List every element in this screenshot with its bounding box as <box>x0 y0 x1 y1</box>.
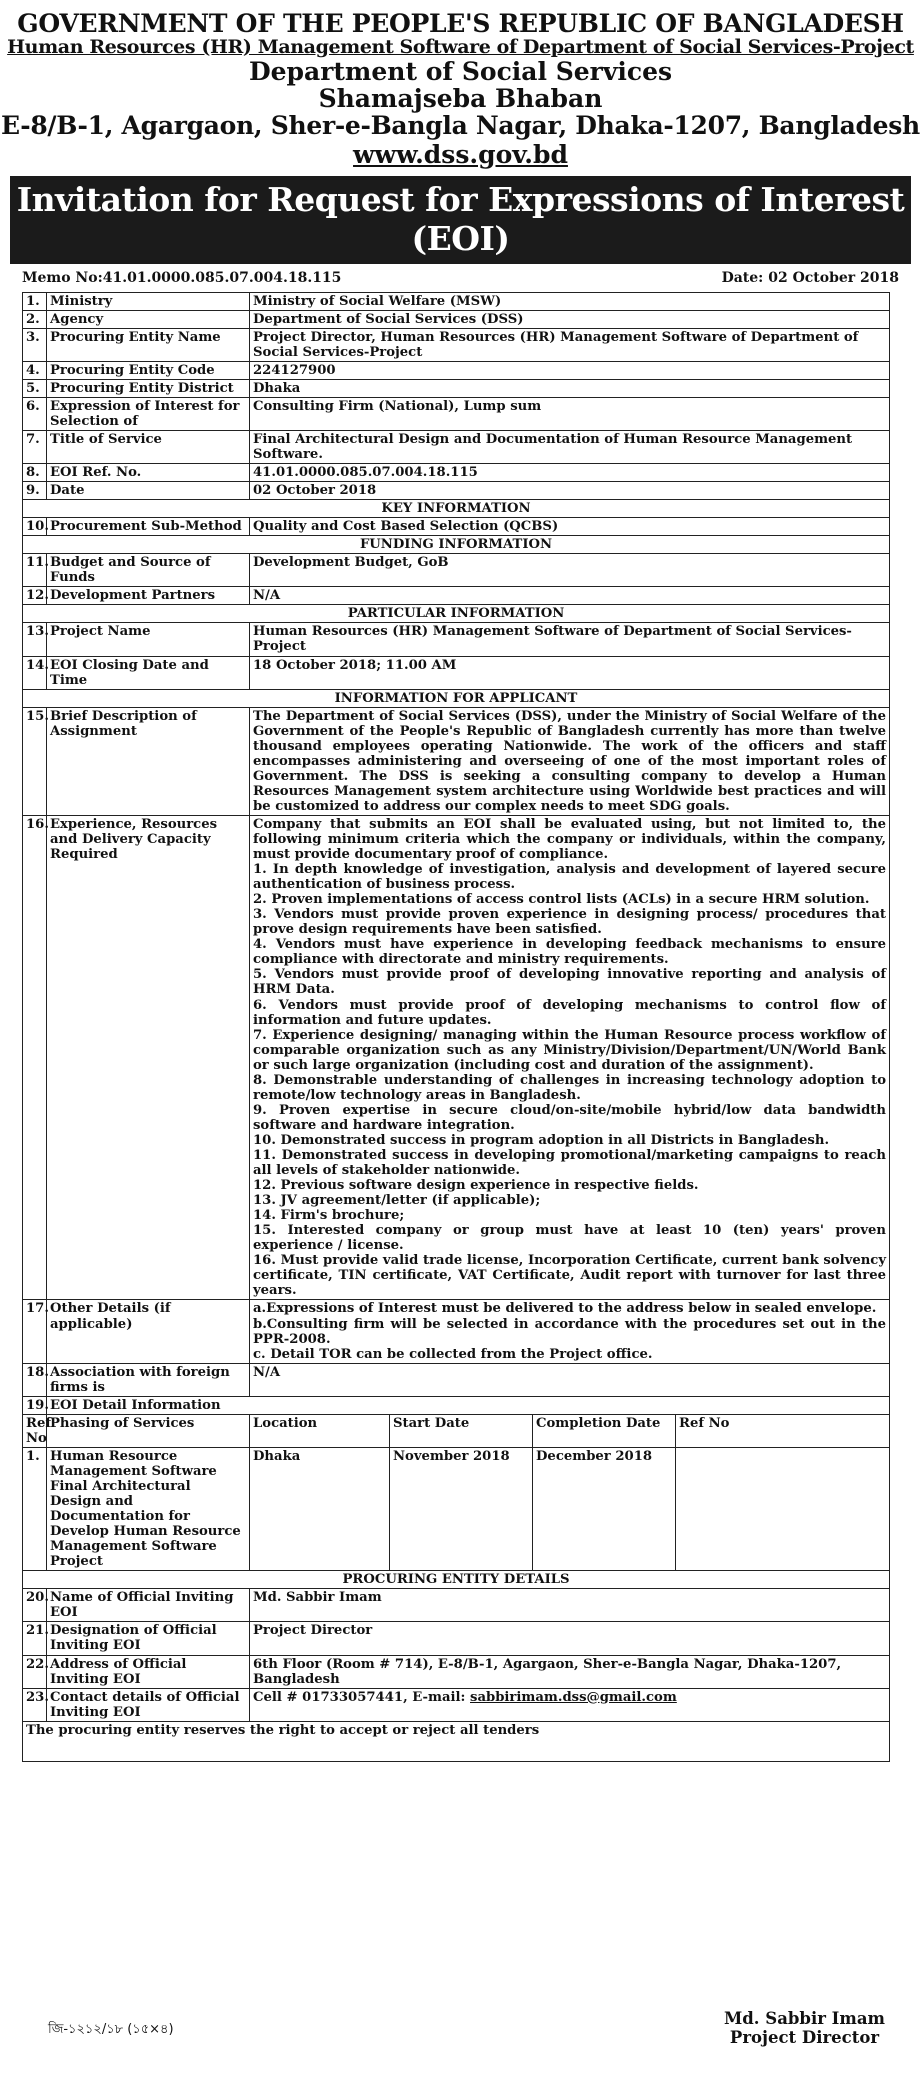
row-value: Development Budget, GoB <box>250 554 890 587</box>
footer-note: The procuring entity reserves the right to accept or reject all tenders <box>23 1721 890 1761</box>
row-number: 14. <box>23 656 47 689</box>
other-details-cell <box>250 1300 890 1363</box>
letterhead <box>0 10 921 168</box>
row-number: 22. <box>23 1655 47 1688</box>
row-value: 224127900 <box>250 361 890 379</box>
row-label: EOI Ref. No. <box>47 463 250 481</box>
memo-line <box>22 270 899 286</box>
row-value: Md. Sabbir Imam <box>250 1589 890 1622</box>
row-value: 18 October 2018; 11.00 AM <box>250 656 890 689</box>
criteria-intro: Company that submits an EOI shall be evaluated using, but not limited to, the following minimum criteria which the company or individuals, within the company, must provide documentary proof of compliance. <box>253 816 886 863</box>
contact-email-link[interactable]: sabbirimam.dss@gmail.com <box>470 1689 677 1705</box>
row-value: Ministry of Social Welfare (MSW) <box>250 292 890 310</box>
section-heading <box>23 1571 890 1589</box>
address: E-8/B-1, Agargaon, Sher-e-Bangla Nagar, Dhaka-1207, Bangladesh <box>1 110 920 140</box>
row-label: Other Details (if applicable) <box>47 1300 250 1363</box>
row-value: 6th Floor (Room # 714), E-8/B-1, Agargaon, Sher-e-Bangla Nagar, Dhaka-1207, Bangladesh <box>250 1655 890 1688</box>
row-number: 7. <box>23 430 47 463</box>
table-row <box>23 292 890 310</box>
row-number: 20. <box>23 1589 47 1622</box>
table-row <box>23 430 890 463</box>
section-information-for-applicant: INFORMATION FOR APPLICANT <box>23 689 890 707</box>
phasing-completion: December 2018 <box>533 1447 676 1570</box>
row-label: EOI Closing Date and Time <box>47 656 250 689</box>
contact-phone: Cell # 01733057441, E-mail: <box>253 1689 471 1705</box>
row-value: Project Director <box>250 1622 890 1655</box>
row-label: Budget and Source of Funds <box>47 554 250 587</box>
assignment-description: The Department of Social Services (DSS), under the Ministry of Social Welfare of the Government of the People's Republic of Bangladesh currently has more than twelve thousand employees operating Nationwide. The work of the officers and staff encompasses administering and overseeing of one of the most important roles of Government. The DSS is seeking a consulting company to develop a Human Resources Management system architecture using Worldwide best practices and will be customized to address our complex needs to meet SDG goals. <box>250 707 890 815</box>
phasing-row <box>23 1447 890 1570</box>
phasing-header-ref: Ref No <box>23 1414 47 1447</box>
section-heading <box>23 536 890 554</box>
table-row <box>23 554 890 587</box>
table-row <box>23 397 890 430</box>
table-row <box>23 310 890 328</box>
phasing-header-ref-no: Ref No <box>676 1414 890 1447</box>
phasing-header-location: Location <box>250 1414 390 1447</box>
phasing-ref: 1. <box>23 1447 47 1570</box>
phasing-header-services: Phasing of Services <box>47 1414 250 1447</box>
criteria-cell <box>250 815 890 1300</box>
row-number: 6. <box>23 397 47 430</box>
row-label: Association with foreign firms is <box>47 1363 250 1396</box>
table-row <box>23 482 890 500</box>
criteria-item: 13. JV agreement/letter (if applicable); <box>253 1193 541 1209</box>
phasing-header-completion: Completion Date <box>533 1414 676 1447</box>
criteria-item: 14. Firm's brochure; <box>253 1208 405 1224</box>
table-row <box>23 623 890 656</box>
signature-block <box>724 2010 885 2048</box>
table-row <box>23 707 890 815</box>
table-row <box>23 587 890 605</box>
row-label: Title of Service <box>47 430 250 463</box>
row-number: 9. <box>23 482 47 500</box>
criteria-item: 9. Proven expertise in secure cloud/on-site/mobile hybrid/low data bandwidth software and hardware integration. <box>253 1102 886 1133</box>
row-label: Procuring Entity District <box>47 379 250 397</box>
phasing-header-row <box>23 1414 890 1447</box>
signatory-name: Md. Sabbir Imam <box>723 2009 885 2028</box>
govt-title: GOVERNMENT OF THE PEOPLE'S REPUBLIC OF BANGLADESH <box>17 9 904 38</box>
table-row <box>23 361 890 379</box>
department-name: Department of Social Services <box>248 56 673 86</box>
row-label: Procurement Sub-Method <box>47 518 250 536</box>
row-label: Agency <box>47 310 250 328</box>
eoi-table <box>22 292 890 1762</box>
row-number: 12. <box>23 587 47 605</box>
row-value: Dhaka <box>250 379 890 397</box>
section-heading <box>23 500 890 518</box>
row-number: 13. <box>23 623 47 656</box>
row-label: Procuring Entity Name <box>47 328 250 361</box>
row-value: Final Architectural Design and Documentation of Human Resource Management Software. <box>250 430 890 463</box>
row-value: Quality and Cost Based Selection (QCBS) <box>250 518 890 536</box>
table-row <box>23 1589 890 1622</box>
row-number: 8. <box>23 463 47 481</box>
criteria-item: 16. Must provide valid trade license, Incorporation Certificate, current bank solvency certificate, TIN certificate, VAT Certificate, Audit report with turnover for last three years. <box>253 1253 886 1299</box>
phasing-header-start: Start Date <box>390 1414 533 1447</box>
row-number: 1. <box>23 292 47 310</box>
row-value: Consulting Firm (National), Lump sum <box>250 397 890 430</box>
table-row <box>23 1396 890 1414</box>
criteria-item: 6. Vendors must provide proof of developing mechanisms to control flow of information and future updates. <box>253 997 886 1028</box>
other-detail-item: c. Detail TOR can be collected from the Project office. <box>253 1346 653 1362</box>
other-detail-item: b.Consulting firm will be selected in accordance with the procedures set out in the PPR-2008. <box>253 1316 886 1347</box>
criteria-item: 1. In depth knowledge of investigation, analysis and development of layered secure authentication of business process. <box>253 862 886 893</box>
footer-note-row <box>23 1721 890 1761</box>
row-value: 41.01.0000.085.07.004.18.115 <box>250 463 890 481</box>
row-label: Date <box>47 482 250 500</box>
phasing-start: November 2018 <box>390 1447 533 1570</box>
row-number: 19. <box>23 1396 47 1414</box>
row-number: 15. <box>23 707 47 815</box>
contact-details <box>250 1688 890 1721</box>
eoi-notice-page <box>0 10 921 2080</box>
table-row <box>23 1622 890 1655</box>
row-number: 11. <box>23 554 47 587</box>
section-heading <box>23 605 890 623</box>
phasing-location: Dhaka <box>250 1447 390 1570</box>
row-label: Project Name <box>47 623 250 656</box>
table-row <box>23 328 890 361</box>
building-name: Shamajseba Bhaban <box>318 83 603 113</box>
section-particular-information: PARTICULAR INFORMATION <box>23 605 890 623</box>
table-row <box>23 518 890 536</box>
table-row <box>23 379 890 397</box>
row-number: 21. <box>23 1622 47 1655</box>
criteria-item: 15. Interested company or group must have at least 10 (ten) years' proven experience / license. <box>253 1223 886 1254</box>
signatory-title: Project Director <box>729 2027 880 2047</box>
row-number: 3. <box>23 328 47 361</box>
row-value: 02 October 2018 <box>250 482 890 500</box>
row-label: EOI Detail Information <box>47 1396 890 1414</box>
criteria-item: 4. Vendors must have experience in developing feedback mechanisms to ensure compliance with directorate and ministry requirements. <box>253 937 886 968</box>
table-row <box>23 815 890 1300</box>
website-link[interactable]: www.dss.gov.bd <box>353 139 568 169</box>
row-number: 5. <box>23 379 47 397</box>
criteria-item: 8. Demonstrable understanding of challenges in increasing technology adoption to remote/low technology areas in Bangladesh. <box>253 1072 886 1103</box>
row-number: 17. <box>23 1300 47 1363</box>
row-label: Development Partners <box>47 587 250 605</box>
criteria-item: 5. Vendors must provide proof of developing innovative reporting and analysis of HRM Data. <box>253 967 886 998</box>
row-label: Address of Official Inviting EOI <box>47 1655 250 1688</box>
criteria-item: 7. Experience designing/ managing within the Human Resource process workflow of comparable organization such as any Ministry/Division/Department/UN/World Bank or such large organization (including cost and duration of the assignment). <box>253 1027 886 1073</box>
memo-number: Memo No:41.01.0000.085.07.004.18.115 <box>22 269 342 286</box>
section-heading <box>23 689 890 707</box>
row-number: 10. <box>23 518 47 536</box>
section-procuring-entity-details: PROCURING ENTITY DETAILS <box>23 1571 890 1589</box>
row-label: Designation of Official Inviting EOI <box>47 1622 250 1655</box>
criteria-item: 11. Demonstrated success in developing promotional/marketing campaigns to reach all levels of stakeholder nationwide. <box>253 1148 886 1179</box>
criteria-item: 10. Demonstrated success in program adoption in all Districts in Bangladesh. <box>253 1132 830 1148</box>
section-funding-information: FUNDING INFORMATION <box>23 536 890 554</box>
reference-stamp: জি-১২১২/১৮ (১৫×৪) <box>48 2022 174 2037</box>
row-value: N/A <box>250 587 890 605</box>
row-value: Human Resources (HR) Management Software of Department of Social Services-Project <box>250 623 890 656</box>
row-number: 16. <box>23 815 47 1300</box>
row-value: Project Director, Human Resources (HR) Management Software of Department of Social Services-Project <box>250 328 890 361</box>
table-row <box>23 656 890 689</box>
section-key-information: KEY INFORMATION <box>23 500 890 518</box>
criteria-item: 12. Previous software design experience in respective fields. <box>253 1178 699 1194</box>
row-label: Brief Description of Assignment <box>47 707 250 815</box>
memo-date: Date: 02 October 2018 <box>721 269 899 286</box>
phasing-ref-no <box>676 1447 890 1570</box>
row-number: 23. <box>23 1688 47 1721</box>
table-row <box>23 463 890 481</box>
row-label: Contact details of Official Inviting EOI <box>47 1688 250 1721</box>
phasing-service: Human Resource Management Software Final Architectural Design and Documentation for Develop Human Resource Management Software Project <box>47 1447 250 1570</box>
row-value: N/A <box>250 1363 890 1396</box>
table-row <box>23 1688 890 1721</box>
row-number: 2. <box>23 310 47 328</box>
row-label: Expression of Interest for Selection of <box>47 397 250 430</box>
table-row <box>23 1363 890 1396</box>
notice-banner: Invitation for Request for Expressions of Interest (EOI) <box>10 176 911 264</box>
project-title: Human Resources (HR) Management Software of Department of Social Services-Project <box>7 36 914 58</box>
row-number: 4. <box>23 361 47 379</box>
criteria-item: 3. Vendors must provide proven experience in designing process/ procedures that prove design requirements have been satisfied. <box>253 907 886 938</box>
row-label: Name of Official Inviting EOI <box>47 1589 250 1622</box>
row-value: Department of Social Services (DSS) <box>250 310 890 328</box>
row-label: Experience, Resources and Delivery Capacity Required <box>47 815 250 1300</box>
table-row <box>23 1300 890 1363</box>
row-number: 18. <box>23 1363 47 1396</box>
criteria-item: 2. Proven implementations of access control lists (ACLs) in a secure HRM solution. <box>253 892 870 908</box>
row-label: Procuring Entity Code <box>47 361 250 379</box>
table-row <box>23 1655 890 1688</box>
row-label: Ministry <box>47 292 250 310</box>
other-detail-item: a.Expressions of Interest must be delivered to the address below in sealed envelope. <box>253 1301 877 1317</box>
